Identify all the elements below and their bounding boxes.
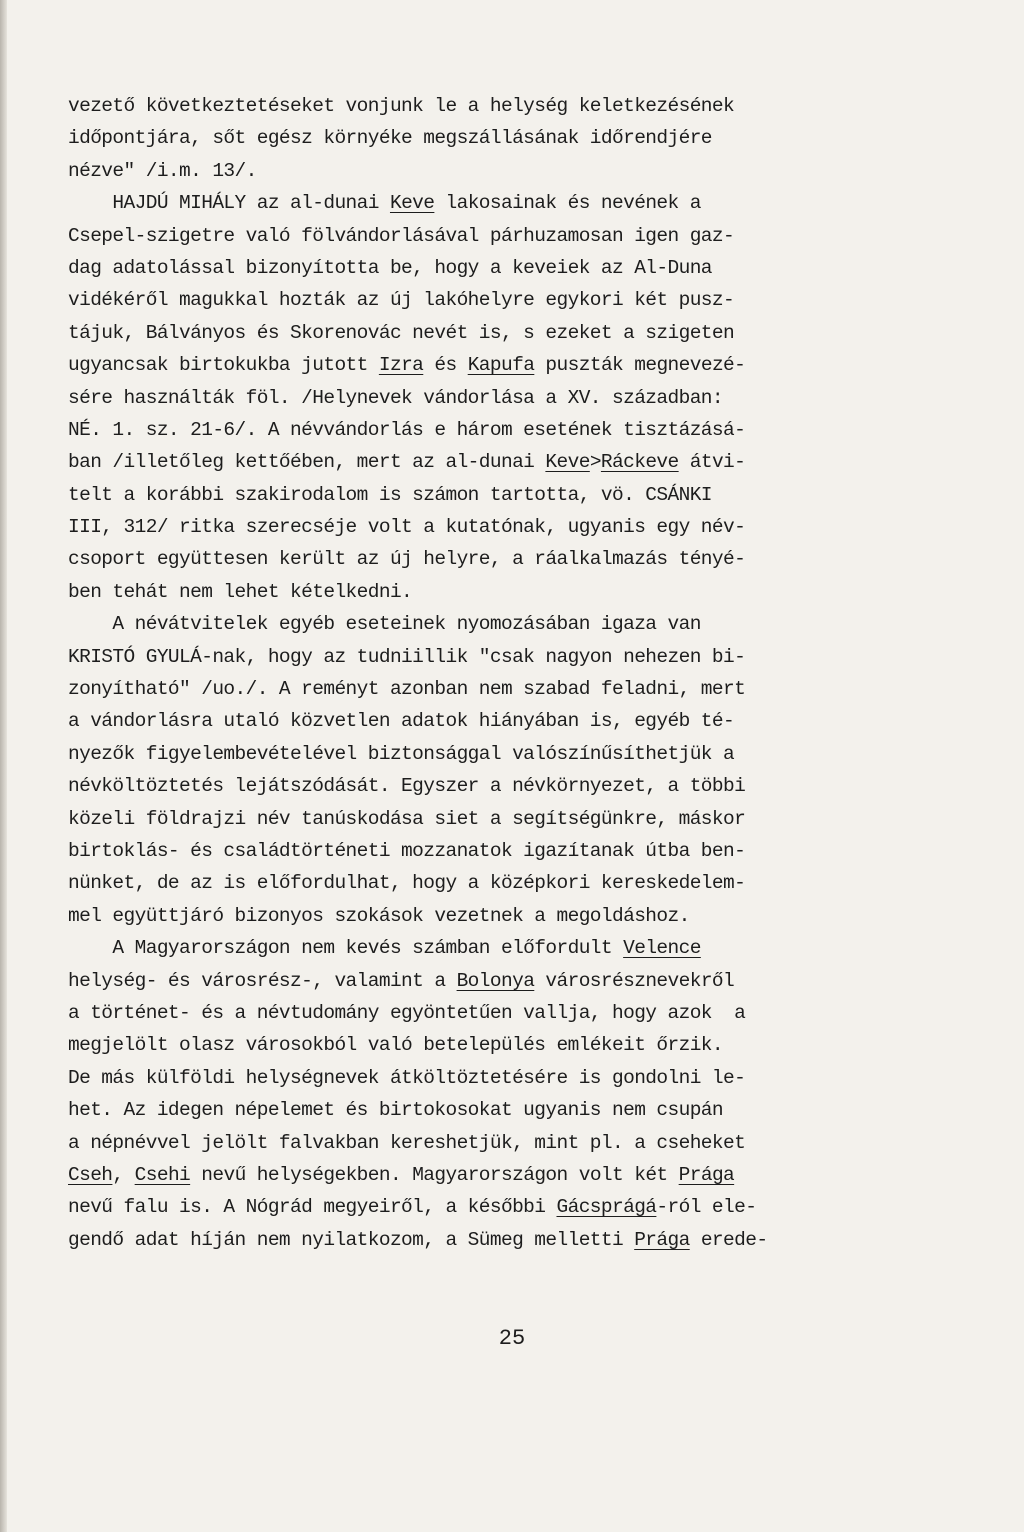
text-line [68,1094,908,1126]
text-run: NÉ. 1. sz. 21-6/. A névvándorlás e három esetének tisztázásá- [68,418,746,441]
text-run: nevű falu is. A Nógrád megyeiről, a későbbi [68,1196,557,1219]
underlined-place-name: Bolonya [456,969,535,992]
text-run: sére használták föl. /Helynevek vándorlása a XV. században: [68,386,724,409]
text-line [68,576,908,608]
text-line [68,997,908,1029]
underlined-place-name: Cseh [68,1163,113,1186]
text-line [68,382,908,414]
page-edge-shadow [0,0,7,1532]
text-run: gendő adat híján nem nyilatkozom, a Sümeg melletti [68,1228,635,1251]
text-line [68,1191,908,1223]
text-run: KRISTÓ GYULÁ-nak, hogy az tudniillik "csak nagyon nehezen bi- [68,645,746,668]
text-run: és [423,354,468,377]
text-run: névköltöztetés lejátszódását. Egyszer a névkörnyezet, a többi [68,775,746,798]
page-number: 25 [498,1326,526,1351]
text-run: Csepel-szigetre való fölvándorlásával párhuzamosan igen gaz- [68,224,735,247]
text-line [68,738,908,770]
text-run: nünket, de az is előfordulhat, hogy a középkori kereskedelem- [68,872,746,895]
text-run: -ról ele- [656,1196,757,1219]
text-run: a vándorlásra utaló közvetlen adatok hiányában is, egyéb té- [68,710,735,733]
text-line [68,673,908,705]
text-run: , [112,1163,135,1186]
text-run: zonyítható" /uo./. A reményt azonban nem szabad feladni, mert [68,678,746,701]
text-run: A névátvitelek egyéb eseteinek nyomozásában igaza van [68,613,701,636]
underlined-place-name: Keve [545,451,590,474]
text-line [68,965,908,997]
body-text [68,90,908,1256]
text-run: közeli földrajzi név tanúskodása siet a segítségünkre, máskor [68,807,746,830]
text-line [68,155,908,187]
text-run: ugyancsak birtokukba jutott [68,354,379,377]
text-line [68,284,908,316]
text-line [68,349,908,381]
underlined-place-name: Prága [678,1163,735,1186]
text-run: mel együttjáró bizonyos szokások vezetnek a megoldáshoz. [68,904,690,927]
text-line [68,1224,908,1256]
text-run: ban /illetőleg kettőében, mert az al-dunai [68,451,546,474]
text-run: megjelölt olasz városokból való betelepülés emlékeit őrzik. [68,1034,724,1057]
text-run: nyezők figyelembevételével biztonsággal valószínűsíthetjük a [68,742,735,765]
text-run: a történet- és a névtudomány egyöntetűen vallja, hogy azok a [68,1001,746,1024]
text-line [68,479,908,511]
underlined-place-name: Keve [389,192,435,215]
text-line [68,770,908,802]
text-run: telt a korábbi szakirodalom is számon tartotta, vö. CSÁNKI [68,483,712,506]
text-run: het. Az idegen népelemet és birtokosokat ugyanis nem csupán [68,1099,724,1122]
underlined-place-name: Prága [634,1228,690,1251]
text-line [68,220,908,252]
text-line [68,1159,908,1191]
underlined-place-name: Velence [623,937,701,960]
text-line [68,317,908,349]
text-line [68,608,908,640]
text-line [68,1062,908,1094]
text-line [68,187,908,219]
text-run: birtoklás- és családtörténeti mozzanatok igazítanak útba ben- [68,839,746,862]
text-line [68,414,908,446]
text-line [68,446,908,478]
text-run: nevű helységekben. Magyarországon volt két [190,1163,679,1186]
text-run: tájuk, Bálványos és Skorenovác nevét is, s ezeket a szigeten [68,321,735,344]
text-line [68,932,908,964]
text-line [68,511,908,543]
text-line [68,835,908,867]
text-run: ben tehát nem lehet kételkedni. [68,580,413,603]
underlined-place-name: Ráckeve [600,451,679,474]
text-line [68,900,908,932]
underlined-place-name: Csehi [134,1163,191,1186]
text-line [68,1029,908,1061]
text-run: > [589,451,601,474]
text-run: vezető következtetéseket vonjunk le a helység keletkezésének [68,95,735,117]
text-line [68,1127,908,1159]
text-run: erede- [689,1228,768,1251]
text-run: városrésznevekről [534,969,735,992]
text-run: lakosainak és nevének a [434,192,701,215]
text-run: puszták megnevezé- [534,354,746,377]
text-run: vidékéről magukkal hozták az új lakóhelyre egykori két pusz- [68,289,735,312]
text-run: De más külföldi helységnevek átköltöztetésére is gondolni le- [68,1066,746,1089]
text-line [68,705,908,737]
underlined-place-name: Kapufa [467,354,535,377]
text-run: helység- és városrész-, valamint a [68,969,457,992]
text-line [68,641,908,673]
text-line [68,122,908,154]
text-run: HAJDÚ MIHÁLY az al-dunai [68,192,390,215]
text-run: A Magyarországon nem kevés számban előfordult [68,937,624,960]
text-run: nézve" /i.m. 13/. [68,159,257,182]
text-run: átvi- [678,451,746,474]
text-run: III, 312/ ritka szerecséje volt a kutatónak, ugyanis egy név- [68,516,746,539]
text-run: csoport együttesen került az új helyre, a ráalkalmazás tényé- [68,548,746,571]
text-line [68,252,908,284]
text-line [68,867,908,899]
text-line [68,90,908,122]
text-run: időpontjára, sőt egész környéke megszállásának időrendjére [68,127,712,150]
text-run: dag adatolással bizonyította be, hogy a keveiek az Al-Duna [68,256,712,279]
text-run: a népnévvel jelölt falvakban kereshetjük, mint pl. a cseheket [68,1131,746,1154]
underlined-place-name: Izra [378,354,424,377]
text-line [68,803,908,835]
underlined-place-name: Gácsprágá [556,1196,657,1219]
text-line [68,543,908,575]
